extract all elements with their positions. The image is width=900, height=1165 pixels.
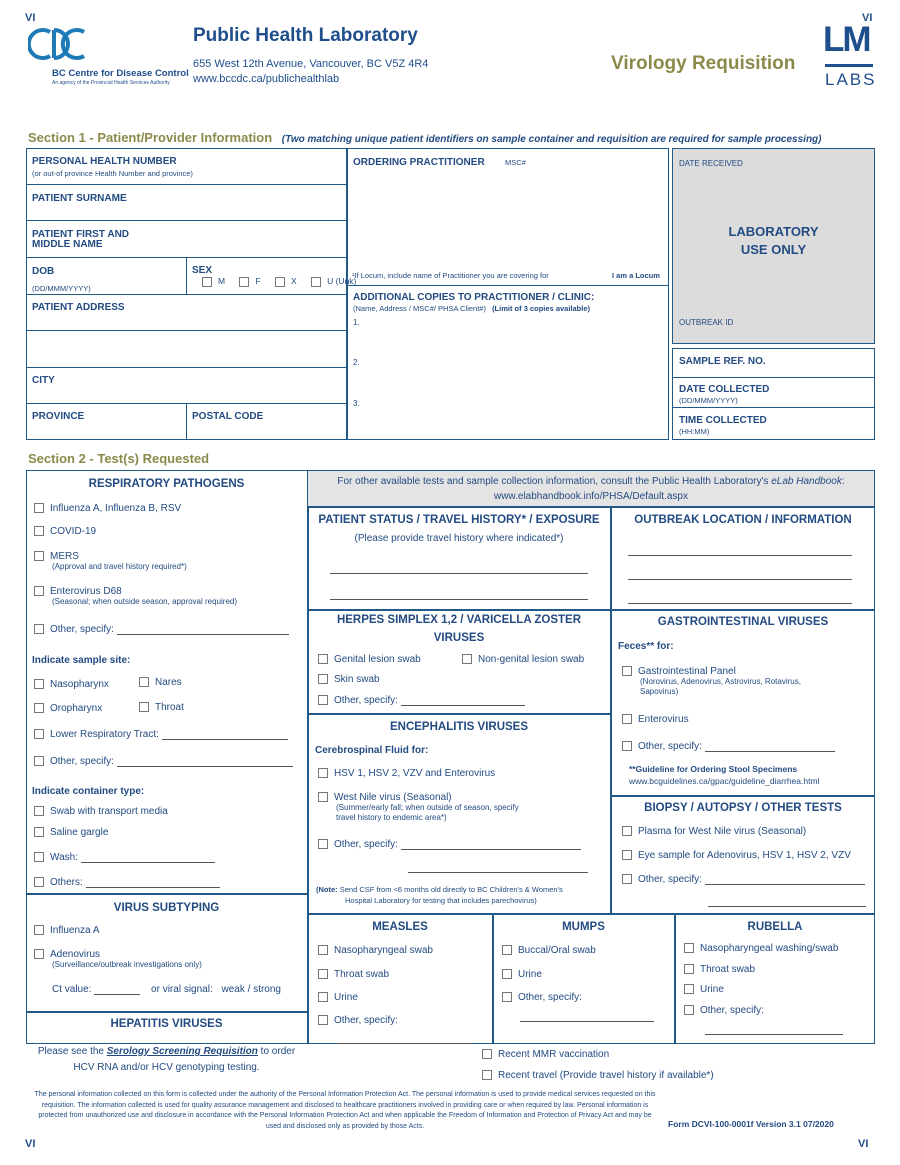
section1-title: [28, 130, 822, 145]
herpes-nongenital-checkbox[interactable]: [462, 654, 472, 664]
site-lower-resp-checkbox[interactable]: [34, 729, 44, 739]
mmr-travel[interactable]: [482, 1070, 714, 1081]
herpes-title-2: VIRUSES: [433, 632, 485, 644]
resp-mers-sub: (Approval and travel history required*): [52, 562, 187, 571]
mmr-vaccination[interactable]: [482, 1049, 609, 1060]
site-throat[interactable]: [139, 702, 184, 713]
phn-label: PERSONAL HEALTH NUMBER: [32, 156, 177, 167]
hep-line1: [26, 1046, 307, 1057]
gi-other[interactable]: [622, 741, 835, 752]
herpes-skin-label: Skin swab: [334, 674, 380, 685]
container-others-label: Others:: [50, 877, 83, 888]
resp-ev68-sub: (Seasonal; when outside season, approval required): [52, 597, 238, 606]
outbreak-id-label: OUTBREAK ID: [679, 318, 734, 327]
info-line1: [308, 476, 874, 487]
sex-u-checkbox[interactable]: [311, 277, 321, 287]
enceph-other-line-2[interactable]: [408, 872, 588, 873]
outbreak-title: OUTBREAK LOCATION / INFORMATION: [634, 514, 852, 526]
lab-use-line2: USE ONLY: [740, 242, 807, 257]
resp-title: RESPIRATORY PATHOGENS: [88, 478, 245, 490]
rubella-other-line[interactable]: [705, 1034, 843, 1035]
phn-sublabel: (or out-of province Health Number and province): [32, 169, 193, 178]
subtype-title: VIRUS SUBTYPING: [113, 902, 220, 914]
rubella-np[interactable]: [684, 943, 838, 954]
mumps-urine-checkbox[interactable]: [502, 969, 512, 979]
ct-or: or viral signal:: [151, 984, 213, 995]
mumps-buccal-label: Buccal/Oral swab: [518, 945, 596, 956]
patient-status-line-1[interactable]: [330, 573, 588, 574]
surname-label: PATIENT SURNAME: [32, 193, 127, 204]
postal-label: POSTAL CODE: [192, 411, 264, 422]
rubella-throat-label: Throat swab: [700, 964, 756, 975]
measles-np-label: Nasopharyngeal swab: [334, 945, 433, 956]
mmr-vaccination-checkbox[interactable]: [482, 1049, 492, 1059]
patient-status-sub: (Please provide travel history where indicated*): [354, 533, 564, 544]
herpes-nongenital[interactable]: [462, 654, 584, 665]
container-gargle[interactable]: [34, 827, 108, 838]
lm-logo-bar: [825, 64, 873, 67]
enceph-note-2: Hospital Laboratory for testing that includes parechovirus): [345, 896, 537, 905]
site-nasopharynx[interactable]: [34, 679, 109, 690]
feces-label: Feces** for:: [618, 641, 674, 652]
resp-flu-rsv[interactable]: [34, 503, 181, 514]
patient-status-line-2[interactable]: [330, 599, 588, 600]
section1-title-text: Section 1 - Patient/Provider Information: [28, 130, 273, 145]
outbreak-line-3[interactable]: [628, 603, 852, 604]
container-wash[interactable]: [34, 852, 215, 863]
biopsy-other-checkbox[interactable]: [622, 874, 632, 884]
date-received-label: DATE RECEIVED: [679, 159, 743, 168]
subtype-flu-a[interactable]: [34, 925, 99, 936]
lab-address: 655 West 12th Avenue, Vancouver, BC V5Z 4R4: [193, 58, 429, 70]
enceph-wnv[interactable]: [318, 792, 519, 823]
org-tagline: An agency of the Provincial Health Services Authority: [52, 80, 170, 86]
container-swab-label: Swab with transport media: [50, 806, 168, 817]
subtype-adeno-checkbox[interactable]: [34, 949, 44, 959]
section1-note: (Two matching unique patient identifiers on sample container and requisition are required for sample processing): [281, 134, 822, 145]
enceph-note-1: [316, 885, 563, 894]
measles-np-checkbox[interactable]: [318, 945, 328, 955]
rubella-other-checkbox[interactable]: [684, 1005, 694, 1015]
container-wash-checkbox[interactable]: [34, 852, 44, 862]
biopsy-eye[interactable]: [622, 850, 851, 861]
info-line1-em: eLab Handbook: [771, 476, 842, 487]
lm-logo: LM: [823, 20, 870, 59]
serology-link[interactable]: Serology Screening Requisition: [106, 1046, 258, 1057]
container-gargle-checkbox[interactable]: [34, 827, 44, 837]
rubella-np-label: Nasopharyngeal washing/swab: [700, 943, 839, 954]
enceph-wnv-sub1: (Summer/early fall; when outside of season, specify: [336, 803, 519, 812]
gi-other-label: Other, specify:: [638, 741, 702, 752]
site-nares[interactable]: [139, 677, 182, 688]
patient-status-title: PATIENT STATUS / TRAVEL HISTORY* / EXPOSURE: [318, 514, 600, 526]
resp-mers[interactable]: [34, 551, 187, 572]
copy-3: 3.: [353, 399, 360, 408]
gi-other-checkbox[interactable]: [622, 741, 632, 751]
measles-np[interactable]: [318, 945, 433, 956]
resp-mers-label: MERS: [50, 551, 79, 562]
rubella-urine[interactable]: [684, 984, 724, 995]
rubella-other[interactable]: [684, 1005, 764, 1016]
mumps-buccal-checkbox[interactable]: [502, 945, 512, 955]
biopsy-other-label: Other, specify:: [638, 874, 702, 885]
sex-m-label: M: [218, 276, 226, 286]
locum-label[interactable]: I am a Locum: [612, 271, 660, 280]
biopsy-plasma-checkbox[interactable]: [622, 826, 632, 836]
container-others[interactable]: [34, 877, 220, 888]
gi-guideline: **Guideline for Ordering Stool Specimens: [629, 764, 798, 774]
corner-mark-tl: VI: [25, 12, 36, 24]
herpes-nongenital-label: Non-genital lesion swab: [478, 654, 585, 665]
herpes-other-label: Other, specify:: [334, 695, 398, 706]
mmr-vaccination-label: Recent MMR vaccination: [498, 1049, 610, 1060]
resp-ev68-checkbox[interactable]: [34, 586, 44, 596]
sex-f-label: F: [255, 276, 261, 286]
gi-panel-sub2: Sapovirus): [640, 687, 679, 696]
info-line1-post: :: [841, 476, 845, 487]
outbreak-line-2[interactable]: [628, 579, 852, 580]
org-name: BC Centre for Disease Control: [52, 68, 189, 79]
resp-flu-rsv-checkbox[interactable]: [34, 503, 44, 513]
gi-enterovirus[interactable]: [622, 714, 689, 725]
form-id: Form DCVI-100-0001f Version 3.1 07/2020: [668, 1119, 834, 1129]
gi-panel-checkbox[interactable]: [622, 666, 632, 676]
firstname-label-1: PATIENT FIRST AND: [32, 229, 130, 240]
herpes-other[interactable]: [318, 695, 525, 706]
rubella-throat-checkbox[interactable]: [684, 964, 694, 974]
enceph-other-checkbox[interactable]: [318, 839, 328, 849]
site-other-label: Other, specify:: [50, 756, 114, 767]
container-label: Indicate container type:: [32, 786, 145, 797]
subtype-adeno[interactable]: [34, 949, 202, 970]
mmr-travel-checkbox[interactable]: [482, 1070, 492, 1080]
outbreak-line-1[interactable]: [628, 555, 852, 556]
section2-title: Section 2 - Test(s) Requested: [28, 451, 210, 466]
site-nares-checkbox[interactable]: [139, 677, 149, 687]
copy-1: 1.: [353, 318, 360, 327]
resp-other-checkbox[interactable]: [34, 624, 44, 634]
site-other-checkbox[interactable]: [34, 756, 44, 766]
measles-other-checkbox[interactable]: [318, 1015, 328, 1025]
biopsy-plasma-label: Plasma for West Nile virus (Seasonal): [638, 826, 807, 837]
hep-line1-pre: Please see the: [37, 1046, 107, 1057]
gi-panel-label: Gastrointestinal Panel: [638, 666, 736, 677]
corner-mark-br: VI: [858, 1138, 869, 1150]
site-nasopharynx-label: Nasopharynx: [50, 679, 109, 690]
site-lower-resp[interactable]: [34, 729, 288, 740]
measles-throat-checkbox[interactable]: [318, 969, 328, 979]
mumps-urine-label: Urine: [518, 969, 542, 980]
measles-throat[interactable]: [318, 969, 389, 980]
measles-other-line[interactable]: [338, 1043, 471, 1044]
copies-limit: (Limit of 3 copies available): [492, 304, 591, 313]
rubella-np-checkbox[interactable]: [684, 943, 694, 953]
hep-line2: HCV RNA and/or HCV genotyping testing.: [73, 1062, 260, 1073]
container-swab-checkbox[interactable]: [34, 806, 44, 816]
copies-sublabel: [353, 304, 590, 313]
rubella-title: RUBELLA: [747, 921, 803, 933]
container-others-checkbox[interactable]: [34, 877, 44, 887]
sex-label: SEX: [192, 265, 213, 276]
rubella-other-label: Other, specify:: [700, 1005, 764, 1016]
subtype-flu-a-checkbox[interactable]: [34, 925, 44, 935]
measles-other[interactable]: [318, 1015, 398, 1026]
resp-covid[interactable]: [34, 526, 96, 537]
site-label: Indicate sample site:: [32, 655, 131, 666]
biopsy-eye-checkbox[interactable]: [622, 850, 632, 860]
hep-line1-post: to order: [257, 1046, 296, 1057]
enceph-hsv-checkbox[interactable]: [318, 768, 328, 778]
site-oropharynx[interactable]: [34, 703, 102, 714]
date-collected-label: DATE COLLECTED: [679, 384, 770, 395]
lab-title: Public Health Laboratory: [193, 25, 418, 46]
herpes-title-1: HERPES SIMPLEX 1,2 / VARICELLA ZOSTER: [336, 614, 582, 626]
hep-title: HEPATITIS VIRUSES: [110, 1018, 223, 1030]
mumps-title: MUMPS: [562, 921, 605, 933]
enceph-hsv[interactable]: [318, 768, 495, 779]
lab-use-line1: LABORATORY: [728, 224, 819, 239]
resp-covid-label: COVID-19: [50, 526, 97, 537]
site-oropharynx-checkbox[interactable]: [34, 703, 44, 713]
measles-urine-label: Urine: [334, 992, 358, 1003]
time-collected-label: TIME COLLECTED: [679, 415, 767, 426]
resp-other-label: Other, specify:: [50, 624, 114, 635]
subtype-adeno-label: Adenovirus: [50, 949, 101, 960]
copy-2: 2.: [353, 358, 360, 367]
site-oropharynx-label: Oropharynx: [50, 703, 103, 714]
enceph-wnv-checkbox[interactable]: [318, 792, 328, 802]
site-throat-checkbox[interactable]: [139, 702, 149, 712]
biopsy-eye-label: Eye sample for Adenovirus, HSV 1, HSV 2, VZV: [638, 850, 851, 861]
enceph-note-line1: Send CSF from <6 months old directly to BC Children's & Women's: [337, 885, 563, 894]
herpes-genital-checkbox[interactable]: [318, 654, 328, 664]
enceph-wnv-sub2: travel history to endemic area*): [336, 813, 447, 822]
site-lower-resp-label: Lower Respiratory Tract:: [50, 729, 159, 740]
resp-flu-rsv-label: Influenza A, Influenza B, RSV: [50, 503, 182, 514]
date-collected-sub: (DD/MMM/YYYY): [679, 396, 738, 405]
sample-ref-label: SAMPLE REF. NO.: [679, 356, 766, 367]
herpes-genital-label: Genital lesion swab: [334, 654, 421, 665]
info-line1-pre: For other available tests and sample collection information, consult the Public Health Laboratory's: [337, 476, 772, 487]
measles-urine-checkbox[interactable]: [318, 992, 328, 1002]
dob-label: DOB: [32, 266, 55, 277]
measles-throat-label: Throat swab: [334, 969, 390, 980]
resp-mers-checkbox[interactable]: [34, 551, 44, 561]
form-title: Virology Requisition: [611, 53, 796, 74]
elab-link[interactable]: www.elabhandbook.info/PHSA/Default.aspx: [493, 491, 688, 502]
rubella-urine-label: Urine: [700, 984, 724, 995]
biopsy-other-line-2[interactable]: [708, 906, 866, 907]
container-gargle-label: Saline gargle: [50, 827, 109, 838]
gi-title: GASTROINTESTINAL VIRUSES: [657, 616, 829, 628]
sex-options: [202, 276, 356, 287]
copies-label: ADDITIONAL COPIES TO PRACTITIONER / CLINIC:: [353, 292, 595, 303]
herpes-skin-checkbox[interactable]: [318, 674, 328, 684]
corner-mark-tr: VI: [862, 12, 873, 24]
sex-f-checkbox[interactable]: [239, 277, 249, 287]
dob-sublabel: (DD/MMM/YYYY): [32, 284, 91, 293]
site-nasopharynx-checkbox[interactable]: [34, 679, 44, 689]
locum-note: ¹If Locum, include name of Practitioner you are covering for: [352, 271, 549, 280]
enceph-title: ENCEPHALITIS VIRUSES: [389, 721, 529, 733]
ct-input[interactable]: [94, 984, 140, 995]
mumps-buccal[interactable]: [502, 945, 596, 956]
enceph-note-bold: (Note:: [316, 885, 338, 894]
biopsy-other[interactable]: [622, 874, 865, 885]
lab-website: www.bccdc.ca/publichealthlab: [193, 73, 340, 85]
province-label: PROVINCE: [32, 411, 85, 422]
enceph-other-label: Other, specify:: [334, 839, 398, 850]
resp-ev68-label: Enterovirus D68: [50, 586, 122, 597]
biopsy-title: BIOPSY / AUTOPSY / OTHER TESTS: [644, 802, 842, 814]
ct-opts[interactable]: weak / strong: [221, 984, 281, 995]
mumps-urine[interactable]: [502, 969, 542, 980]
site-nares-label: Nares: [155, 677, 182, 688]
resp-ev68[interactable]: [34, 586, 237, 607]
resp-other[interactable]: [34, 624, 289, 635]
mmr-travel-label: Recent travel (Provide travel history if available*): [498, 1070, 714, 1081]
privacy-notice: The personal information collected on this form is collected under the authority of the Personal Information Protection Act. The personal information is used to provide medical services requested on this requisition. The information collected is used for quality assurance management and disclosed to healthcare practitioners involved in providing care or when required by law. Personal information is protected from unauthorized use and disclosure in accordance with the Personal Information Protection Act and when applicable the Freedom of Information and Protection of Privacy Act and may be used and disclosed only as provided by those Acts.: [34, 1091, 656, 1130]
ordering-label: ORDERING PRACTITIONER: [353, 157, 485, 168]
csf-label: Cerebrospinal Fluid for:: [315, 745, 429, 756]
sex-m-checkbox[interactable]: [202, 277, 212, 287]
gi-enterovirus-checkbox[interactable]: [622, 714, 632, 724]
ct-label: Ct value:: [52, 984, 92, 995]
measles-other-label: Other, specify:: [334, 1015, 398, 1026]
container-swab[interactable]: [34, 806, 168, 817]
container-wash-label: Wash:: [50, 852, 78, 863]
resp-covid-checkbox[interactable]: [34, 526, 44, 536]
herpes-skin[interactable]: [318, 674, 380, 685]
enceph-other[interactable]: [318, 839, 581, 850]
gi-enterovirus-label: Enterovirus: [638, 714, 689, 725]
copies-sub-text: (Name, Address / MSC#/ PHSA Client#): [353, 304, 486, 313]
measles-urine[interactable]: [318, 992, 358, 1003]
rubella-throat[interactable]: [684, 964, 755, 975]
address-label: PATIENT ADDRESS: [32, 302, 125, 313]
corner-mark-bl: VI: [25, 1138, 36, 1150]
gi-guideline-url[interactable]: www.bcguidelines.ca/gpac/guideline_diarrhea.html: [629, 776, 820, 786]
subtype-flu-a-label: Influenza A: [50, 925, 100, 936]
time-collected-sub: (HH:MM): [679, 427, 710, 436]
msc-label: MSC#: [505, 158, 526, 167]
rubella-urine-checkbox[interactable]: [684, 984, 694, 994]
sex-u-label: U (Unk): [327, 276, 357, 286]
labs-logo: LABS: [825, 70, 877, 89]
enceph-wnv-label: West Nile virus (Seasonal): [334, 792, 452, 803]
subtype-adeno-sub: (Surveillance/outbreak investigations only): [52, 960, 202, 969]
mumps-other-label: Other, specify:: [518, 992, 582, 1003]
site-throat-label: Throat: [155, 702, 184, 713]
biopsy-plasma[interactable]: [622, 826, 806, 837]
site-other[interactable]: [34, 756, 293, 767]
gi-panel-sub1: (Norovirus, Adenovirus, Astrovirus, Rotavirus,: [640, 677, 801, 686]
herpes-genital[interactable]: [318, 654, 421, 665]
mumps-other-checkbox[interactable]: [502, 992, 512, 1002]
measles-title: MEASLES: [372, 921, 428, 933]
sex-x-label: X: [291, 276, 297, 286]
bccdc-logo-icon: [28, 26, 86, 62]
mumps-other[interactable]: [502, 992, 582, 1003]
firstname-label-2: MIDDLE NAME: [32, 239, 103, 250]
herpes-other-checkbox[interactable]: [318, 695, 328, 705]
enceph-hsv-label: HSV 1, HSV 2, VZV and Enterovirus: [334, 768, 496, 779]
sex-x-checkbox[interactable]: [275, 277, 285, 287]
mumps-other-line[interactable]: [520, 1021, 654, 1022]
gi-panel[interactable]: [622, 666, 801, 697]
ct-value-row: [52, 984, 281, 995]
city-label: CITY: [32, 375, 55, 386]
